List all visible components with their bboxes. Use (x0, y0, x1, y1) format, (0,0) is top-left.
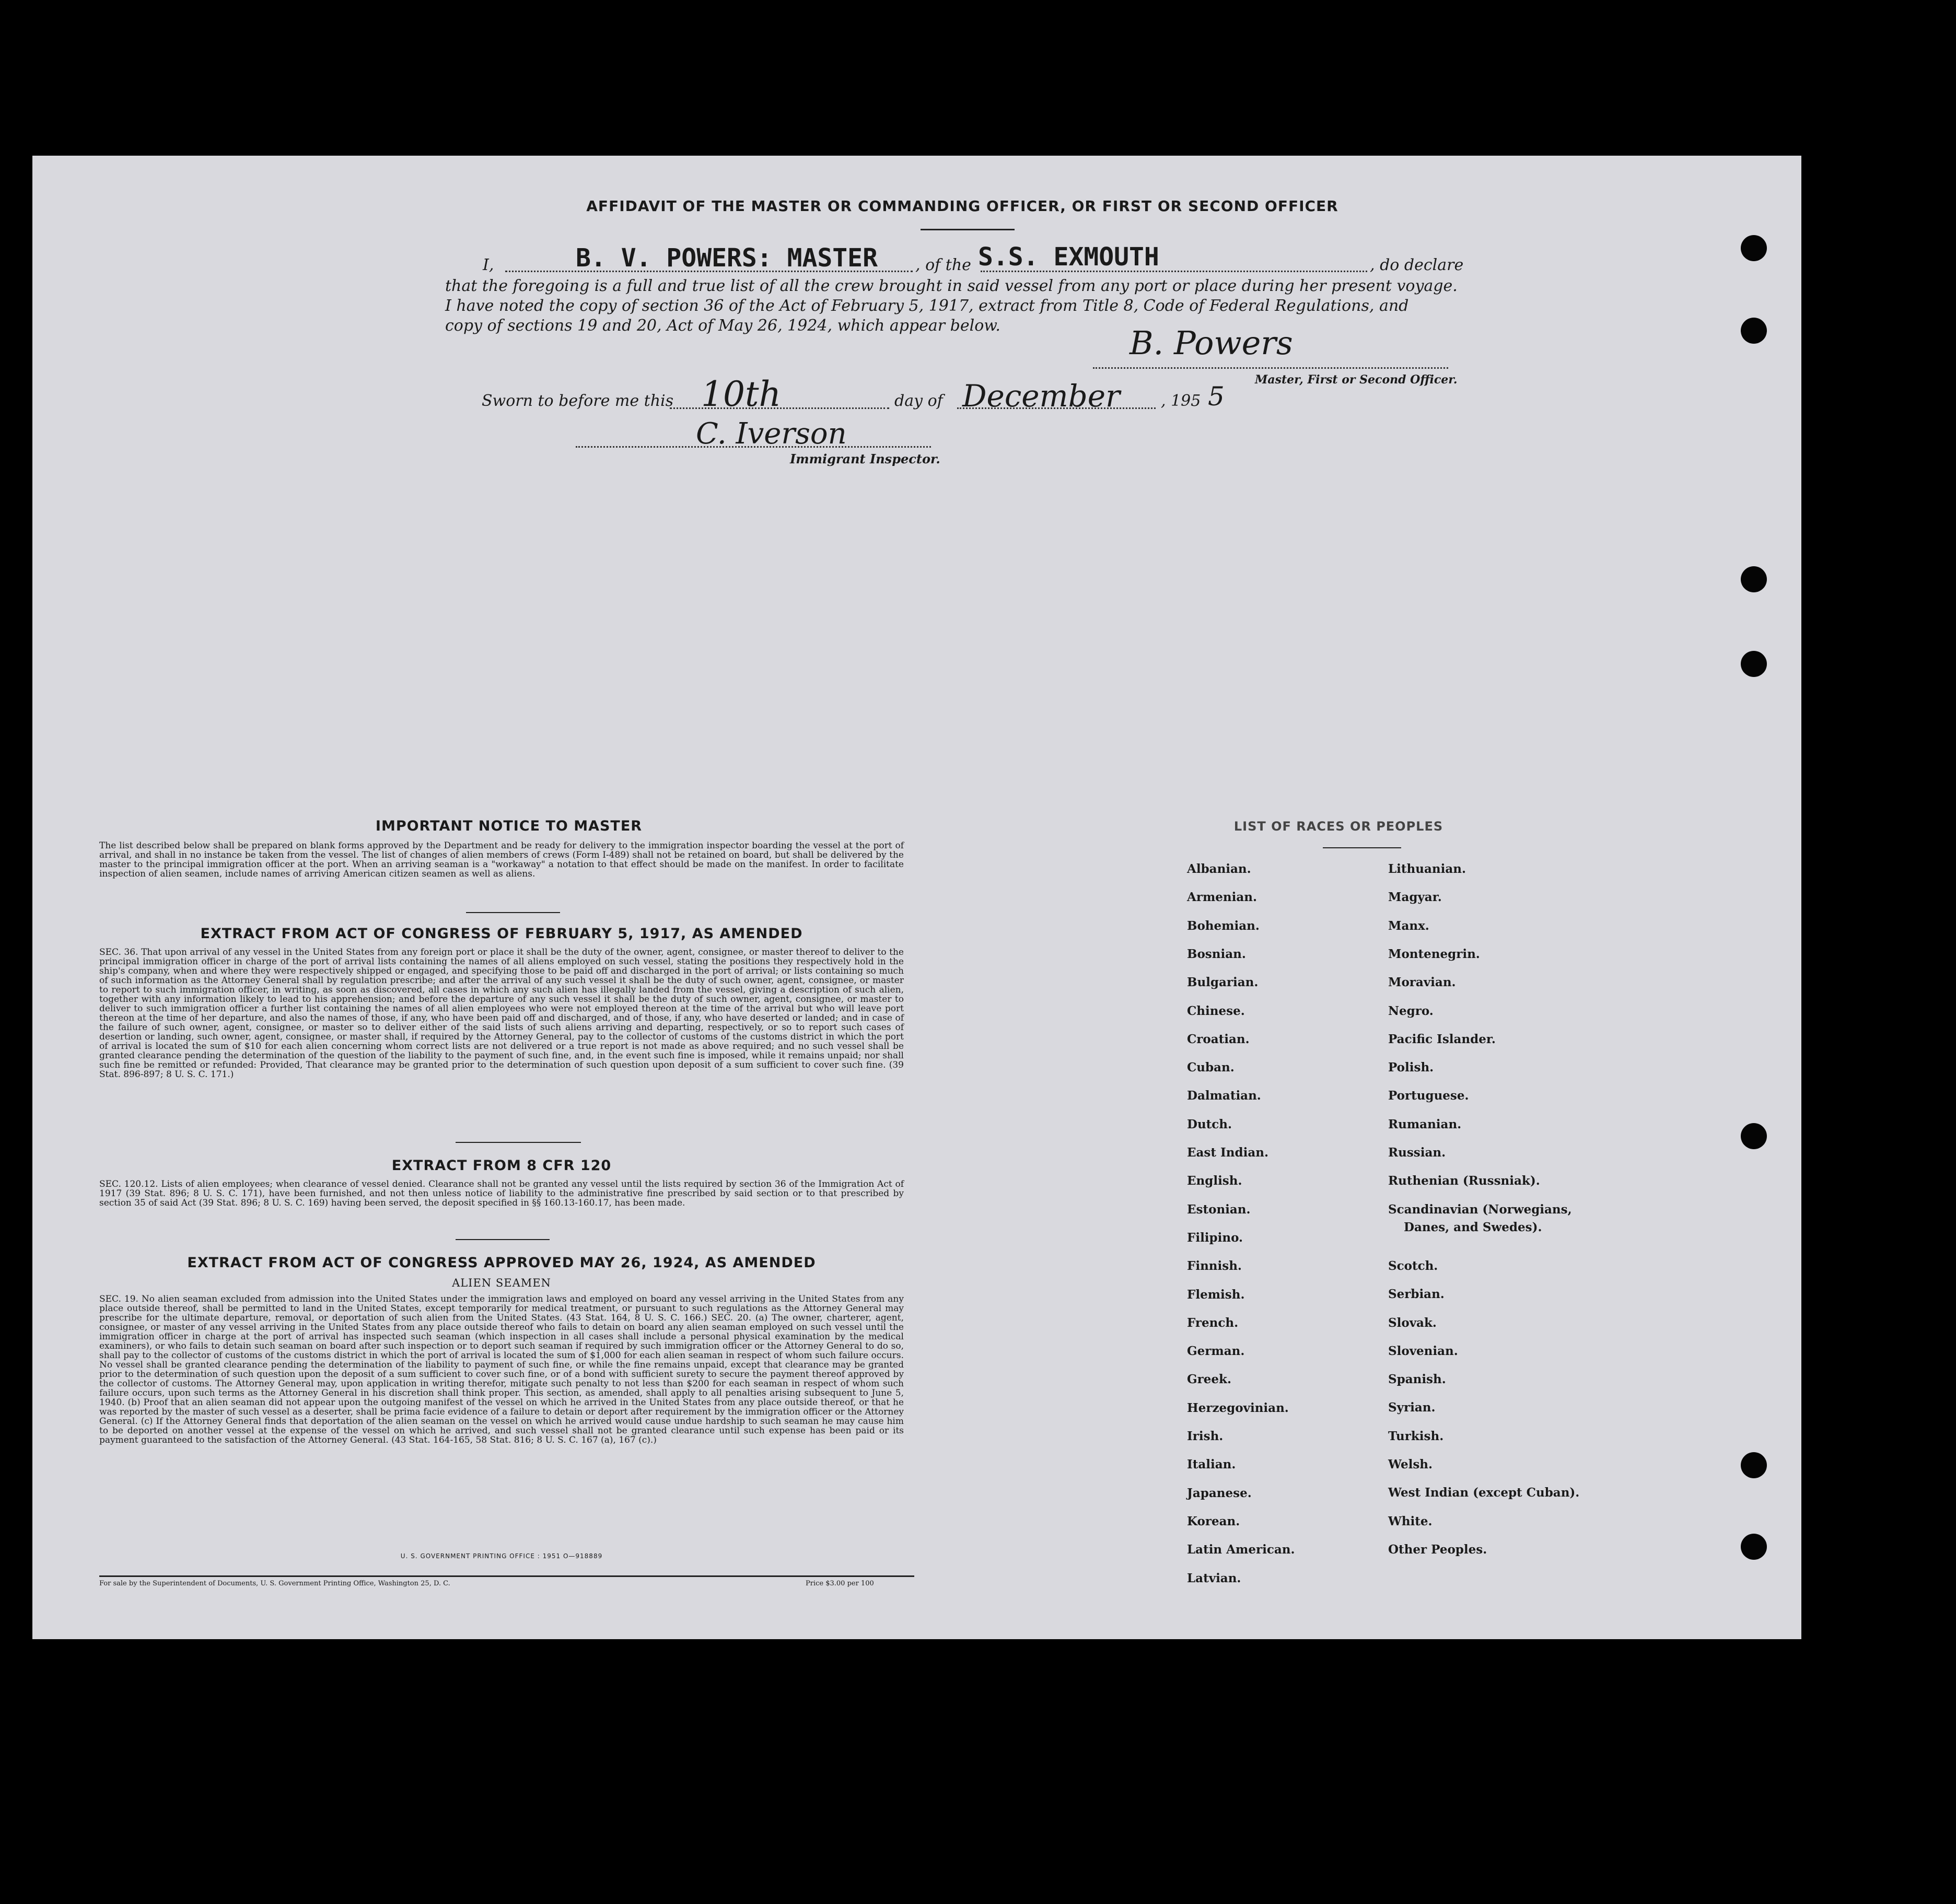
race-item: Armenian. (1187, 890, 1258, 905)
footer-price: Price $3.00 per 100 (806, 1580, 874, 1587)
inspector-caption: Immigrant Inspector. (790, 451, 940, 466)
statement-line-1: that the foregoing is a full and true list of all the crew brought in said vessel from any port or place during her present voyage. (445, 277, 1458, 295)
race-item: West Indian (except Cuban). (1388, 1486, 1580, 1500)
of-the-label: , of the (915, 256, 971, 274)
extract-1917-title: EXTRACT FROM ACT OF CONGRESS OF FEBRUARY 5, 1917, AS AMENDED (200, 926, 803, 942)
day-of-label: day of (894, 392, 943, 410)
race-item: Bosnian. (1187, 947, 1246, 961)
divider-2 (456, 1142, 581, 1143)
extract-cfr-text: SEC. 120.12. Lists of alien employees; when clearance of vessel denied. Clearance shall not be granted any vessel until the lists required by section 36 of the Immigration Act of 1917 (39 Stat. 896; 8 U. S. C. 171), have been furnished, and not then unless notice of liability to the administrative fine prescribed by said section or to that prescribed by section 35 of said Act (39 Stat. 896; 8 U. S. C. 169) having been served, the deposit specified in §§ 160.13-160.17, has been made. (99, 1179, 904, 1208)
race-item: Italian. (1187, 1457, 1236, 1472)
affidavit-title: AFFIDAVIT OF THE MASTER OR COMMANDING OFFICER, OR FIRST OR SECOND OFFICER (586, 197, 1338, 215)
race-item: Ruthenian (Russniak). (1388, 1174, 1540, 1188)
do-declare-label: , do declare (1370, 256, 1464, 274)
divider-1 (466, 912, 560, 913)
race-item: Croatian. (1187, 1032, 1250, 1046)
punch-hole (1741, 651, 1767, 677)
race-item: Russian. (1388, 1146, 1446, 1160)
race-item: Portuguese. (1388, 1089, 1469, 1103)
title-divider (921, 229, 1015, 230)
race-item: Spanish. (1388, 1372, 1446, 1387)
race-item: Negro. (1388, 1003, 1434, 1018)
punch-hole (1741, 566, 1767, 592)
race-item: Slovak. (1388, 1315, 1437, 1330)
race-item: Scotch. (1388, 1258, 1438, 1273)
race-item: Latvian. (1187, 1571, 1241, 1585)
race-item: Finnish. (1187, 1259, 1242, 1274)
footer-sale-note: For sale by the Superintendent of Documents, U. S. Government Printing Office, Washington 25, D. C. (99, 1580, 450, 1587)
race-item: English. (1187, 1174, 1242, 1188)
statement-line-2: I have noted the copy of section 36 of the Act of February 5, 1917, extract from Title 8, Code of Federal Regulations, and (445, 297, 1409, 315)
signature-line (1093, 367, 1448, 369)
race-item: Cuban. (1187, 1060, 1235, 1075)
race-item: Manx. (1388, 918, 1429, 933)
race-item: Lithuanian. (1388, 862, 1466, 876)
race-item: Rumanian. (1388, 1117, 1462, 1131)
race-item: Dalmatian. (1187, 1089, 1261, 1103)
race-item: Other Peoples. (1388, 1542, 1487, 1557)
signature-caption: Master, First or Second Officer. (1255, 373, 1458, 387)
i-label: I, (483, 256, 494, 274)
race-item: Slovenian. (1388, 1344, 1458, 1358)
races-title: LIST OF RACES OR PEOPLES (1233, 819, 1443, 834)
race-item: Turkish. (1388, 1429, 1444, 1443)
race-item: Greek. (1187, 1372, 1231, 1387)
vessel-name: S.S. EXMOUTH (978, 242, 1159, 272)
inspector-line (576, 446, 931, 448)
race-item: East Indian. (1187, 1146, 1268, 1160)
punch-hole (1741, 235, 1767, 261)
master-signature: B. Powers (1130, 324, 1293, 362)
race-item: White. (1388, 1514, 1433, 1528)
punch-hole (1741, 318, 1767, 344)
race-item: Herzegovinian. (1187, 1400, 1289, 1415)
extract-cfr-title: EXTRACT FROM 8 CFR 120 (391, 1158, 612, 1174)
footer-rule (99, 1575, 914, 1577)
race-item: Estonian. (1187, 1202, 1251, 1217)
day-value: 10th (701, 374, 782, 414)
form-page (32, 156, 1801, 1639)
year-value: 5 (1208, 381, 1225, 412)
race-item: Japanese. (1187, 1486, 1252, 1500)
race-item: Irish. (1187, 1429, 1224, 1443)
race-item: Bulgarian. (1187, 975, 1259, 990)
race-item: Moravian. (1388, 975, 1456, 990)
extract-1917-text: SEC. 36. That upon arrival of any vessel in the United States from any foreign port or place it shall be the duty of the owner, agent, consignee, or master thereof to deliver to the principal immigration officer in charge of the port of arrival lists containing the names of all aliens employed on such vessel, stating the positions they respectively hold in the ship's company, when and where they were respectively shipped or engaged, and specifying those to be paid off and discharged in the port of arrival; or lists containing so much of such information as the Attorney General shall by regulation prescribe; and after the arrival of any such vessel it shall be the duty of such owner, agent, consignee, or master to report to such immigration officer, in writing, as soon as discovered, all cases in which any such alien has illegally landed from the vessel, giving a description of such alien, together with any information likely to lead to his apprehension; and before the departure of any such vessel it shall be the duty of such owner, agent, consignee, or master to deliver to such immigration officer a further list containing the names of all alien employees who were not employed thereon at the time of the arrival but who will leave port thereon at the time of her departure, and also the names of those, if any, who have been paid off and discharged, and of those, if any, who have deserted or landed; and in case of the failure of such owner, agent, consignee, or master so to deliver either of the said lists of such aliens arriving and departing, respectively, or so to report such cases of desertion or landing, such owner, agent, consignee, or master shall, if required by the Attorney General, pay to the collector of customs of the customs district in which the port of arrival is located the sum of $10 for each alien concerning whom correct lists are not delivered or a true report is not made as above required; and no such vessel shall be granted clearance pending the determination of the question of the liability to the payment of such fine, and, in the event such fine is imposed, while it remains unpaid; nor shall such fine be remitted or refunded: Provided, That clearance may be granted prior to the determination of such question upon deposit of a sum sufficient to cover such fine. (39 Stat. 896-897; 8 U. S. C. 171.) (99, 947, 904, 1080)
race-item: Dutch. (1187, 1117, 1232, 1131)
race-item: Pacific Islander. (1388, 1032, 1496, 1046)
extract-1924-title: EXTRACT FROM ACT OF CONGRESS APPROVED MAY 26, 1924, AS AMENDED (187, 1255, 816, 1271)
notice-text: The list described below shall be prepared on blank forms approved by the Department and be ready for delivery to the immigration inspector boarding the vessel at the port of arrival, and shall in no instance be taken from the vessel. The list of changes of alien members of crews (Form I-489) shall not be retained on board, but shall be delivered by the master to the principal immigration officer at the port. When an arriving seaman is a "workaway" a notation to that effect should be made on the manifest. In order to facilitate inspection of alien seamen, include names of arriving American citizen seamen as well as aliens. (99, 840, 904, 879)
race-item: Montenegrin. (1388, 947, 1480, 961)
punch-hole (1741, 1534, 1767, 1560)
year-prefix: , 195 (1161, 392, 1201, 410)
race-item: Polish. (1388, 1060, 1434, 1075)
race-item: Flemish. (1187, 1287, 1245, 1302)
race-item: Chinese. (1187, 1003, 1245, 1018)
gpo-imprint: U. S. GOVERNMENT PRINTING OFFICE : 1951 O—918889 (400, 1552, 603, 1560)
race-item: French. (1187, 1315, 1239, 1330)
punch-hole (1741, 1123, 1767, 1149)
notice-title: IMPORTANT NOTICE TO MASTER (375, 818, 643, 834)
extract-1924-subtitle: ALIEN SEAMEN (452, 1277, 551, 1289)
race-item: German. (1187, 1344, 1245, 1359)
race-item: Latin American. (1187, 1543, 1295, 1557)
race-item: Welsh. (1388, 1457, 1433, 1471)
race-item: Bohemian. (1187, 918, 1260, 933)
month-value: December (962, 378, 1120, 414)
statement-line-3: copy of sections 19 and 20, Act of May 26, 1924, which appear below. (445, 317, 1000, 335)
race-item: Korean. (1187, 1514, 1240, 1528)
race-item: Filipino. (1187, 1230, 1243, 1245)
divider-3 (456, 1239, 550, 1240)
race-item: Serbian. (1388, 1287, 1445, 1302)
race-item: Danes, and Swedes). (1404, 1220, 1542, 1234)
master-name: B. V. POWERS: MASTER (576, 243, 878, 273)
race-item: Albanian. (1187, 862, 1251, 876)
race-item: Scandinavian (Norwegians, (1388, 1202, 1572, 1217)
punch-hole (1741, 1452, 1767, 1478)
inspector-signature: C. Iverson (696, 417, 847, 451)
race-item: Syrian. (1388, 1400, 1436, 1415)
sworn-label: Sworn to before me this (482, 392, 674, 410)
extract-1924-text: SEC. 19. No alien seaman excluded from admission into the United States under the immigration laws and employed on board any vessel arriving in the United States from any place outside thereof, shall be permitted to land in the United States, except temporarily for medical treatment, or pursuant to such regulations as the Attorney General may prescribe for the ultimate departure, removal, or deportation of such alien from the United States. (43 Stat. 164, 8 U. S. C. 166.) SEC. 20. (a) The owner, charterer, agent, consignee, or master of any vessel arriving in the United States from any place outside thereof who fails to detain on board any alien seaman employed on such vessel until the immigration officer in charge at the port of arrival has inspected such seaman (which inspection in all cases shall include a personal physical examination by the medical examiners), or who fails to detain such seaman on board after such inspection or to deport such seaman if required by such immigration officer or the Attorney General to do so, shall pay to the collector of customs of the customs district in which the port of arrival is located the sum of $1,000 for each alien seaman in respect of whom such failure occurs. No vessel shall be granted clearance pending the determination of the liability to payment of such fine, or while the fine remains unpaid, except that clearance may be granted prior to the determination of such question upon the deposit of a sum sufficient to cover such fine, or of a bond with sufficient surety to secure the payment thereof approved by the collector of customs. The Attorney General may, upon application in writing therefor, mitigate such penalty to not less than $200 for each seaman in respect of whom such failure occurs, upon such terms as the Attorney General in his discretion shall think proper. This section, as amended, shall apply to all penalties arising subsequent to June 5, 1940. (b) Proof that an alien seaman did not appear upon the outgoing manifest of the vessel on which he arrived in the United States from any place outside thereof, or that he was reported by the master of such vessel as a deserter, shall be prima facie evidence of a failure to detain or deport after requirement by the immigration officer or the Attorney General. (c) If the Attorney General finds that deportation of the alien seaman on the vessel on which he arrived would cause undue hardship to such seaman he may cause him to be deported on another vessel at the expense of the vessel on which he arrived, and such vessel shall not be granted clearance until such expense has been paid or its payment guaranteed to the satisfaction of the Attorney General. (43 Stat. 164-165, 58 Stat. 816; 8 U. S. C. 167 (a), 167 (c).) (99, 1294, 904, 1445)
races-divider (1323, 847, 1401, 848)
race-item: Magyar. (1388, 890, 1442, 905)
